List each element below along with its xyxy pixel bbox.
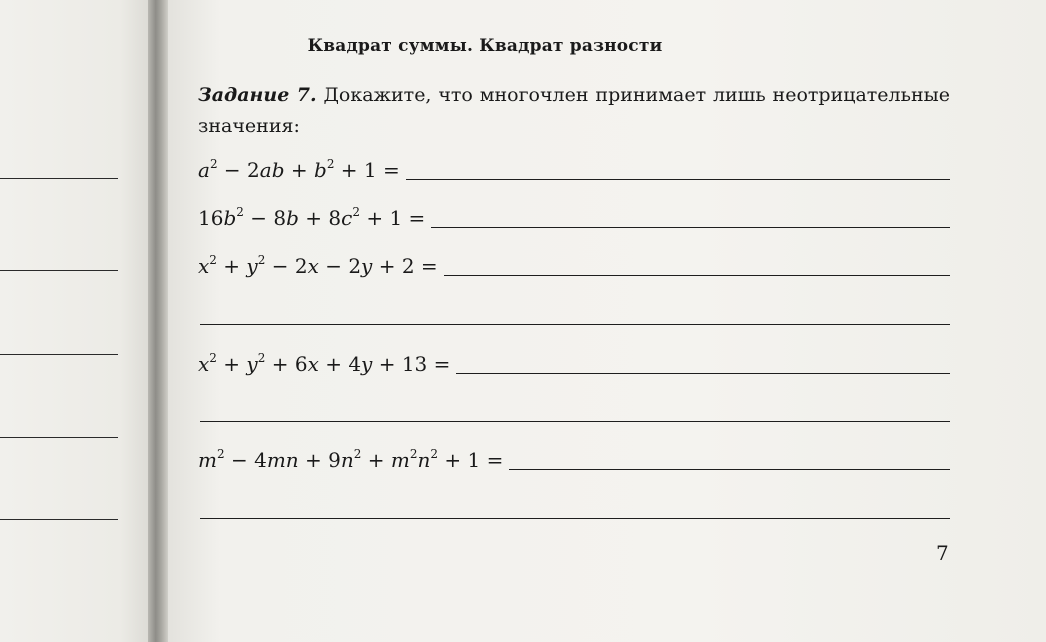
exercise-row-2: [198, 200, 950, 230]
exercise-row-1: [198, 152, 950, 182]
exercise-row-5: [198, 442, 950, 472]
exercise-row-3: [198, 248, 950, 278]
answer-line: [0, 270, 118, 271]
answer-field-2[interactable]: [431, 227, 950, 228]
answer-line: [0, 519, 118, 520]
answer-field-3-continued[interactable]: [200, 324, 950, 325]
answer-line: [0, 437, 118, 438]
answer-field-5-continued[interactable]: [200, 518, 950, 519]
exercise-row-4: [198, 346, 950, 376]
polynomial-2: $16b^2 - 8b + 8c^2 + 1$ =: [198, 205, 426, 230]
page-header: Квадрат суммы. Квадрат разности: [307, 36, 663, 56]
answer-field-1[interactable]: [406, 179, 950, 180]
answer-field-3[interactable]: [444, 275, 950, 276]
answer-field-4[interactable]: [456, 373, 950, 374]
answer-line: [0, 178, 118, 179]
task-statement: [198, 80, 950, 142]
answer-line: [0, 354, 118, 355]
book-spine: [148, 0, 170, 642]
polynomial-4: $x^2 + y^2 + 6x + 4y + 13$ =: [198, 351, 451, 376]
polynomial-1: $a^2 - 2ab + b^2 + 1$ =: [198, 157, 400, 182]
answer-field-5[interactable]: [509, 469, 950, 470]
previous-page: [0, 0, 150, 642]
task-label: Задание 7.: [198, 84, 317, 106]
polynomial-3: $x^2 + y^2 - 2x - 2y + 2$ =: [198, 253, 438, 278]
page-number: 7: [936, 541, 949, 565]
answer-field-4-continued[interactable]: [200, 421, 950, 422]
task-text: Докажите, что многочлен принимает лишь неотрицательные значения:: [198, 84, 950, 137]
polynomial-5: $m^2 - 4mn + 9n^2 + m^2n^2 + 1$ =: [198, 447, 504, 472]
